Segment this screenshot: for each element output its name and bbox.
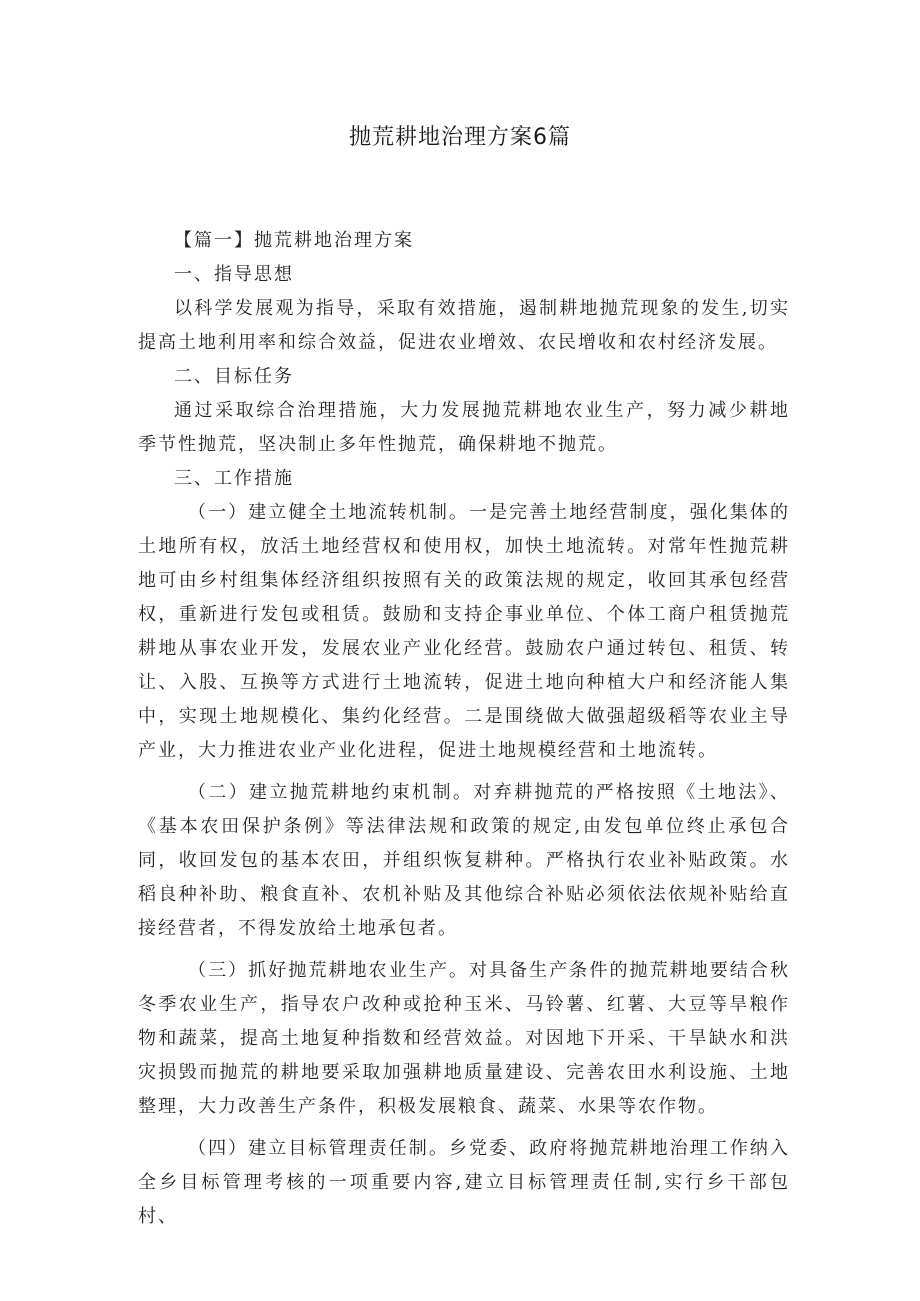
paragraph-measure-2: （二）建立抛荒耕地约束机制。对弃耕抛荒的严格按照《土地法》、《基本农田保护条例》等法律法规和政策的规定,由发包单位终止承包合同，收回发包的基本农田，并组织恢复耕种。严格执行农业补贴政策。水稻良种补助、粮食直补、农机补贴及其他综合补贴必须依法依规补贴给直接经营者，不得发放给土地承包者。 [138,782,790,939]
document-body [138,224,790,1234]
paragraph-measure-4: （四）建立目标管理责任制。乡党委、政府将抛荒耕地治理工作纳入全乡目标管理考核的一项重要内容,建立目标管理责任制,实行乡干部包村、 [138,1138,790,1227]
section-heading-measures: 三、工作措施 [174,468,294,489]
paragraph-measure-3: （三）抓好抛荒耕地农业生产。对具备生产条件的抛荒耕地要结合秋冬季农业生产，指导农户改种或抢种玉米、马铃薯、红薯、大豆等旱粮作物和蔬菜，提高土地复种指数和经营效益。对因地下开采、干旱缺水和洪灾损毁而抛荒的耕地要采取加强耕地质量建设、完善农田水利设施、土地整理，大力改善生产条件，积极发展粮食、蔬菜、水果等农作物。 [138,960,790,1117]
paragraph-objectives: 通过采取综合治理措施，大力发展抛荒耕地农业生产，努力减少耕地季节性抛荒，坚决制止多年性抛荒，确保耕地不抛荒。 [138,400,790,455]
section-heading-guiding-ideology: 一、指导思想 [174,264,294,285]
document-title: 抛荒耕地治理方案6篇 [349,125,571,150]
paragraph-guiding-ideology: 以科学发展观为指导，采取有效措施，遏制耕地抛荒现象的发生,切实提高土地利用率和综合效益，促进农业增效、农民增收和农村经济发展。 [138,298,790,353]
paragraph-measure-1: （一）建立健全土地流转机制。一是完善土地经营制度，强化集体的土地所有权，放活土地经营权和使用权，加快土地流转。对常年性抛荒耕地可由乡村组集体经济组织按照有关的政策法规的规定，收回其承包经营权，重新进行发包或租赁。鼓励和支持企事业单位、个体工商户租赁抛荒耕地从事农业开发，发展农业产业化经营。鼓励农户通过转包、租赁、转让、入股、互换等方式进行土地流转，促进土地向种植大户和经济能人集中，实现土地规模化、集约化经营。二是围绕做大做强超级稻等农业主导产业，大力推进农业产业化进程，促进土地规模经营和土地流转。 [138,502,790,761]
section-heading-part-one: 【篇一】抛荒耕地治理方案 [174,230,414,251]
section-heading-objectives: 二、目标任务 [174,366,294,387]
